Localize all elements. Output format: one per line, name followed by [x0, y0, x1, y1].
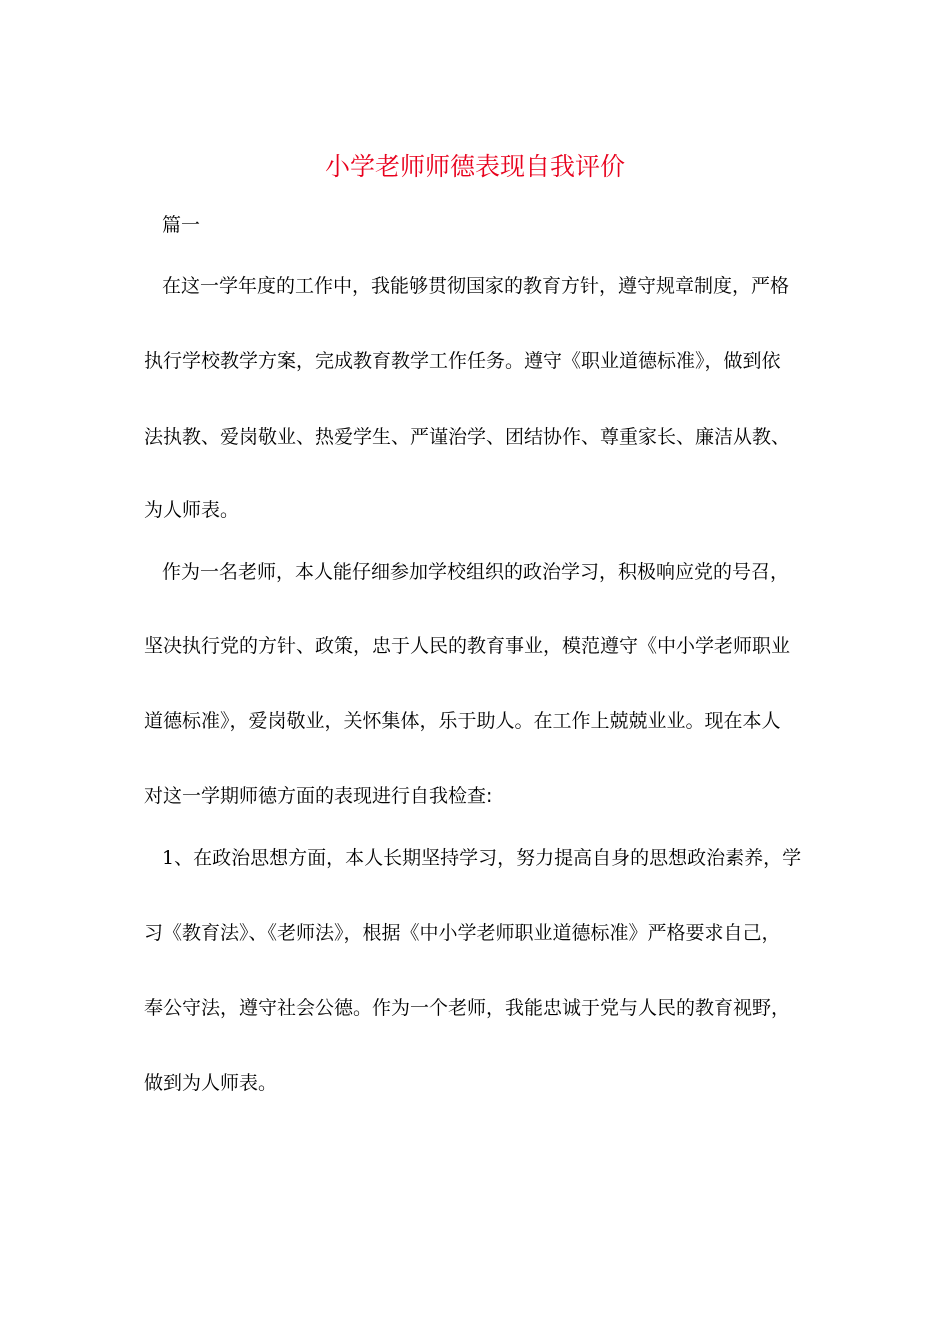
paragraph-1-line-1: 在这一学年度的工作中，我能够贯彻国家的教育方针，遵守规章制度，严格 [162, 275, 790, 297]
item-number: 1 [162, 847, 175, 869]
paragraph-3-line-3: 奉公守法，遵守社会公德。作为一个老师，我能忠诚于党与人民的教育视野， [144, 997, 791, 1019]
paragraph-3-line-4: 做到为人师表。 [144, 1072, 278, 1094]
paragraph-1-line-4: 为人师表。 [144, 499, 240, 521]
paragraph-1-line-2: 执行学校教学方案，完成教育教学工作任务。遵守《职业道德标准》，做到依 [144, 350, 781, 372]
paragraph-2-line-1: 作为一名老师，本人能仔细参加学校组织的政治学习，积极响应党的号召， [162, 561, 790, 583]
paragraph-3-line-1 [162, 843, 801, 873]
document-title: 小学老师师德表现自我评价 [324, 152, 625, 181]
paragraph-2-line-3: 道德标准》，爱岗敬业，关怀集体，乐于助人。在工作上兢兢业业。现在本人 [144, 710, 781, 732]
item-text: 、在政治思想方面，本人长期坚持学习，努力提高自身的思想政治素养，学 [174, 847, 802, 869]
paragraph-3-line-2: 习《教育法》、《老师法》，根据《中小学老师职业道德标准》严格要求自己， [144, 922, 781, 944]
paragraph-1-line-3: 法执教、爱岗敬业、热爱学生、严谨治学、团结协作、尊重家长、廉洁从教、 [144, 426, 791, 448]
paragraph-2-line-2: 坚决执行党的方针、政策，忠于人民的教育事业，模范遵守《中小学老师职业 [144, 635, 791, 657]
section-label: 篇一 [162, 214, 201, 236]
paragraph-2-line-4: 对这一学期师德方面的表现进行自我检查: [144, 785, 493, 807]
